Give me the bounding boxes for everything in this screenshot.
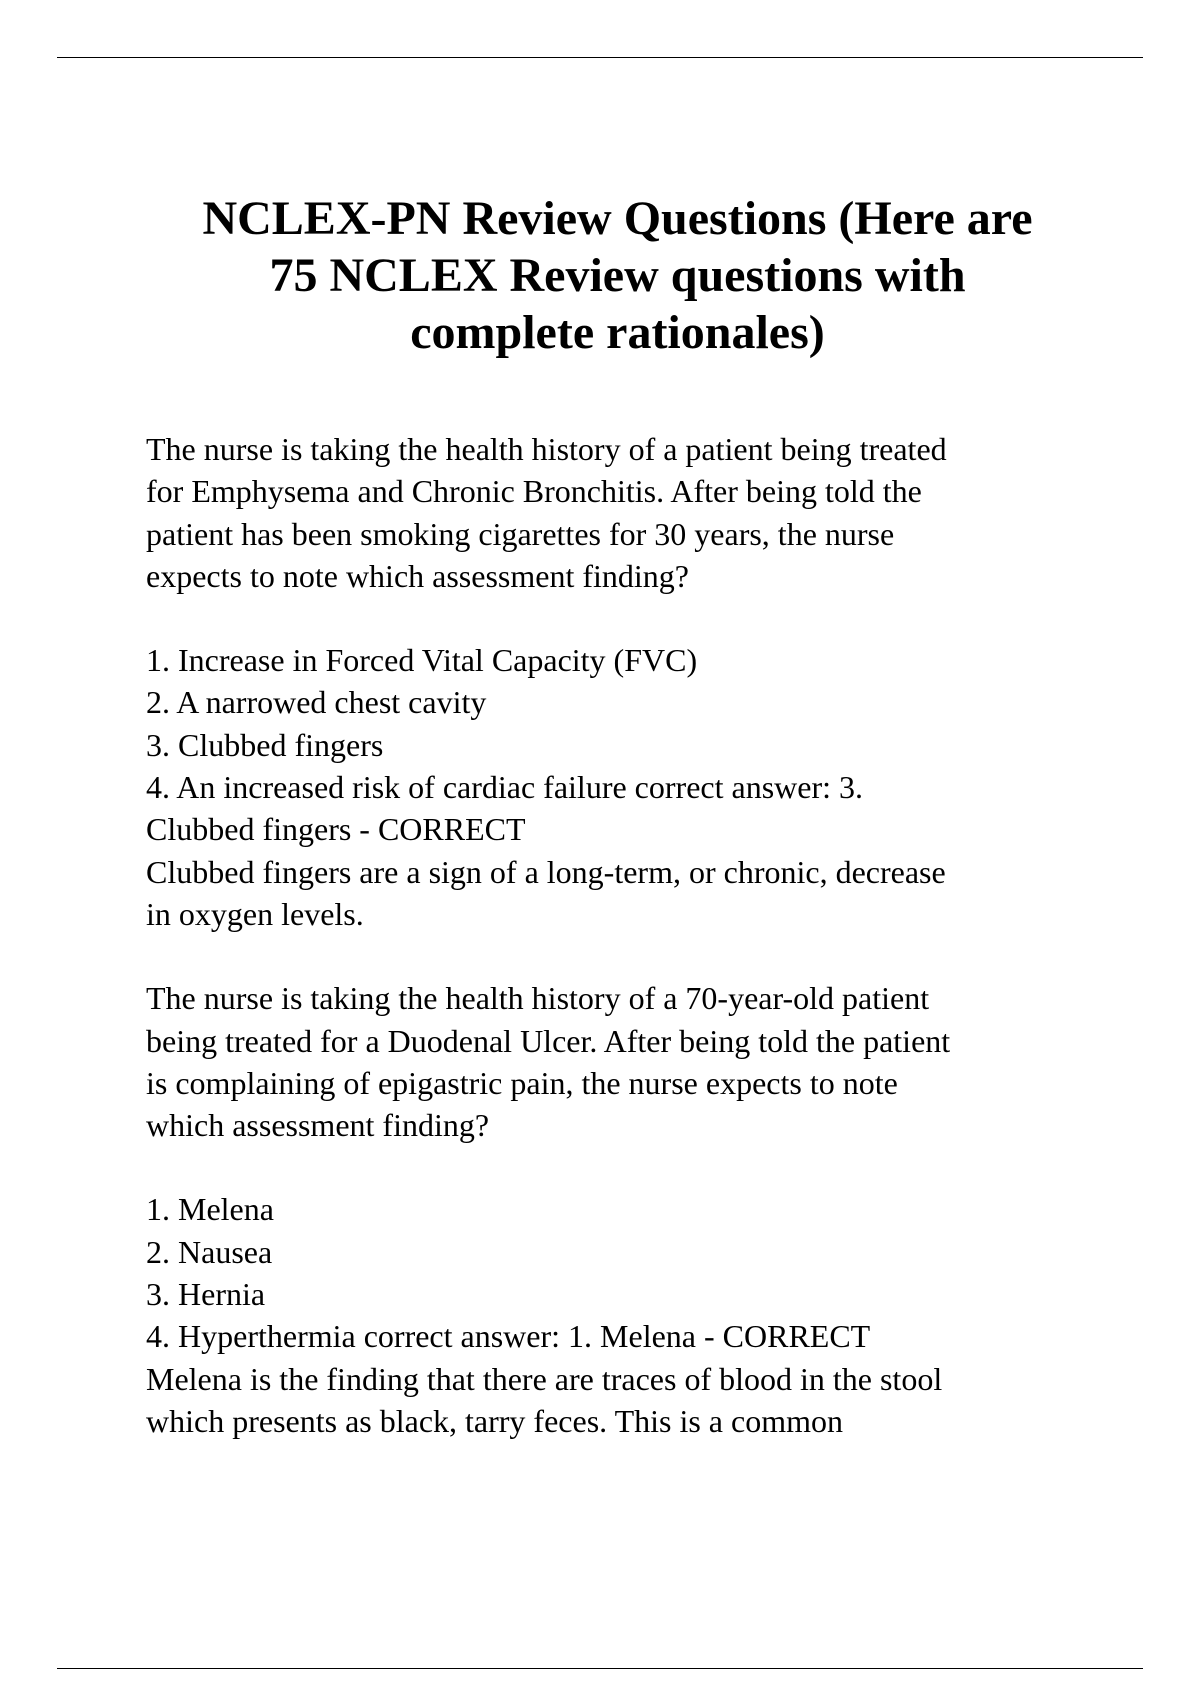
title-line: NCLEX-PN Review Questions (Here are — [202, 192, 1033, 245]
option-line: 3. Clubbed fingers — [146, 726, 384, 763]
option-line: 4. An increased risk of cardiac failure correct answer: 3. — [146, 769, 863, 806]
text-line: The nurse is taking the health history of a 70-year-old patient — [146, 980, 930, 1017]
title-line: 75 NCLEX Review questions with — [269, 249, 966, 302]
option-line: 1. Increase in Forced Vital Capacity (FVC) — [146, 642, 698, 679]
rationale-line: Clubbed fingers are a sign of a long-term, or chronic, decrease — [146, 853, 946, 890]
option-line: 2. A narrowed chest cavity — [146, 684, 487, 721]
bottom-rule — [57, 1668, 1143, 1669]
text-line: being treated for a Duodenal Ulcer. After being told the patient — [146, 1022, 951, 1059]
question-1-answers — [146, 639, 1106, 935]
option-line: 2. Nausea — [146, 1233, 273, 1270]
title-line: complete rationales) — [410, 306, 825, 359]
option-line: 1. Melena — [146, 1191, 274, 1228]
text-line: The nurse is taking the health history of a patient being treated — [146, 431, 947, 467]
option-line: 3. Hernia — [146, 1276, 266, 1313]
rationale-line: which presents as black, tarry feces. This is a common — [146, 1402, 843, 1439]
document-body — [146, 428, 1106, 1442]
paragraph-gap — [146, 1146, 1106, 1188]
answer-line: Clubbed fingers - CORRECT — [146, 811, 526, 848]
text-line: expects to note which assessment finding? — [146, 557, 689, 594]
text-line: patient has been smoking cigarettes for 30 years, the nurse — [146, 515, 895, 552]
question-2-answers — [146, 1188, 1106, 1442]
text-line: for Emphysema and Chronic Bronchitis. After being told the — [146, 473, 922, 510]
paragraph-gap — [146, 935, 1106, 977]
rationale-line: in oxygen levels. — [146, 895, 364, 932]
text-line: which assessment finding? — [146, 1107, 490, 1144]
rationale-line: Melena is the finding that there are traces of blood in the stool — [146, 1360, 943, 1397]
paragraph-gap — [146, 597, 1106, 639]
question-2-stem — [146, 977, 1106, 1146]
text-line: is complaining of epigastric pain, the nurse expects to note — [146, 1064, 898, 1101]
document-title — [120, 190, 1115, 361]
top-rule — [57, 57, 1143, 58]
question-1-stem — [146, 428, 1106, 597]
answer-line: 4. Hyperthermia correct answer: 1. Melena - CORRECT — [146, 1318, 871, 1355]
